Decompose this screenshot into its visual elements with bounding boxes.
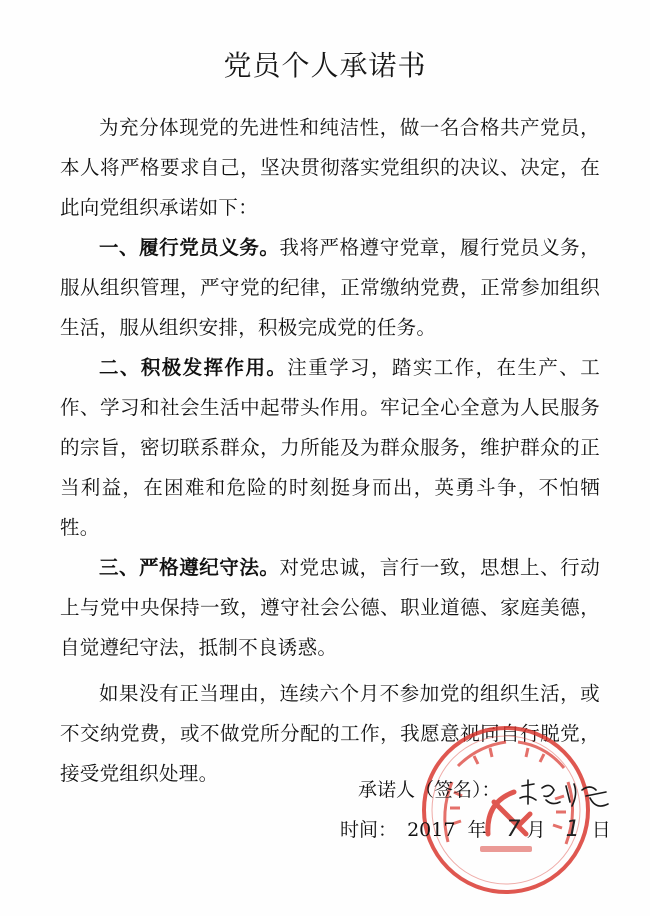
date-month: 7 bbox=[506, 817, 521, 842]
intro-paragraph: 为充分体现党的先进性和纯洁性，做一名合格共产党员，本人将严格要求自己，坚决贯彻落实党组织的决议、决定，在此向党组织承诺如下： bbox=[60, 116, 600, 219]
document-title: 党员个人承诺书 bbox=[223, 49, 427, 82]
date-label: 时间： bbox=[340, 819, 398, 841]
section-1-paragraph bbox=[60, 228, 600, 348]
section-2-paragraph bbox=[60, 348, 600, 548]
signature-block bbox=[340, 770, 640, 850]
section-1-text: 我将严格遵守党章，履行党员义务，服从组织管理，严守党的纪律，正常缴纳党费，正常参加组织生活，服从组织安排，积极完成党的任务。 bbox=[60, 236, 600, 339]
section-3-text: 对党忠诚，言行一致，思想上、行动上与党中央保持一致，遵守社会公德、职业道德、家庭美德，自觉遵纪守法，抵制不良诱惑。 bbox=[60, 556, 600, 659]
date-year-unit: 年 bbox=[467, 819, 487, 841]
section-1-heading: 一、履行党员义务。 bbox=[99, 236, 280, 259]
date-day-unit: 日 bbox=[591, 819, 611, 841]
document-body bbox=[60, 108, 600, 794]
date-month-unit: 月 bbox=[526, 819, 546, 841]
signer-label: 承诺人（签名）： bbox=[358, 779, 501, 801]
section-3-heading: 三、严格遵纪守法。 bbox=[99, 556, 280, 579]
date-line bbox=[340, 810, 640, 850]
section-2-text: 注重学习，踏实工作，在生产、工作、学习和社会生活中起带头作用。牢记全心全意为人民服务的宗旨，密切联系群众，力所能及为群众服务，维护群众的正当利益，在困难和危险的时刻挺身而出，英勇斗争，不怕牺牲。 bbox=[60, 356, 600, 539]
date-day: 1 bbox=[565, 817, 580, 842]
section-2-heading: 二、积极发挥作用。 bbox=[99, 356, 288, 379]
closing-paragraph: 如果没有正当理由，连续六个月不参加党的组织生活，或不交纳党费，或不做党所分配的工作，我愿意视同自行脱党，接受党组织处理。 bbox=[60, 682, 600, 785]
signer-line bbox=[340, 770, 640, 810]
date-year: 2017 bbox=[407, 819, 456, 841]
section-3-paragraph bbox=[60, 548, 600, 668]
